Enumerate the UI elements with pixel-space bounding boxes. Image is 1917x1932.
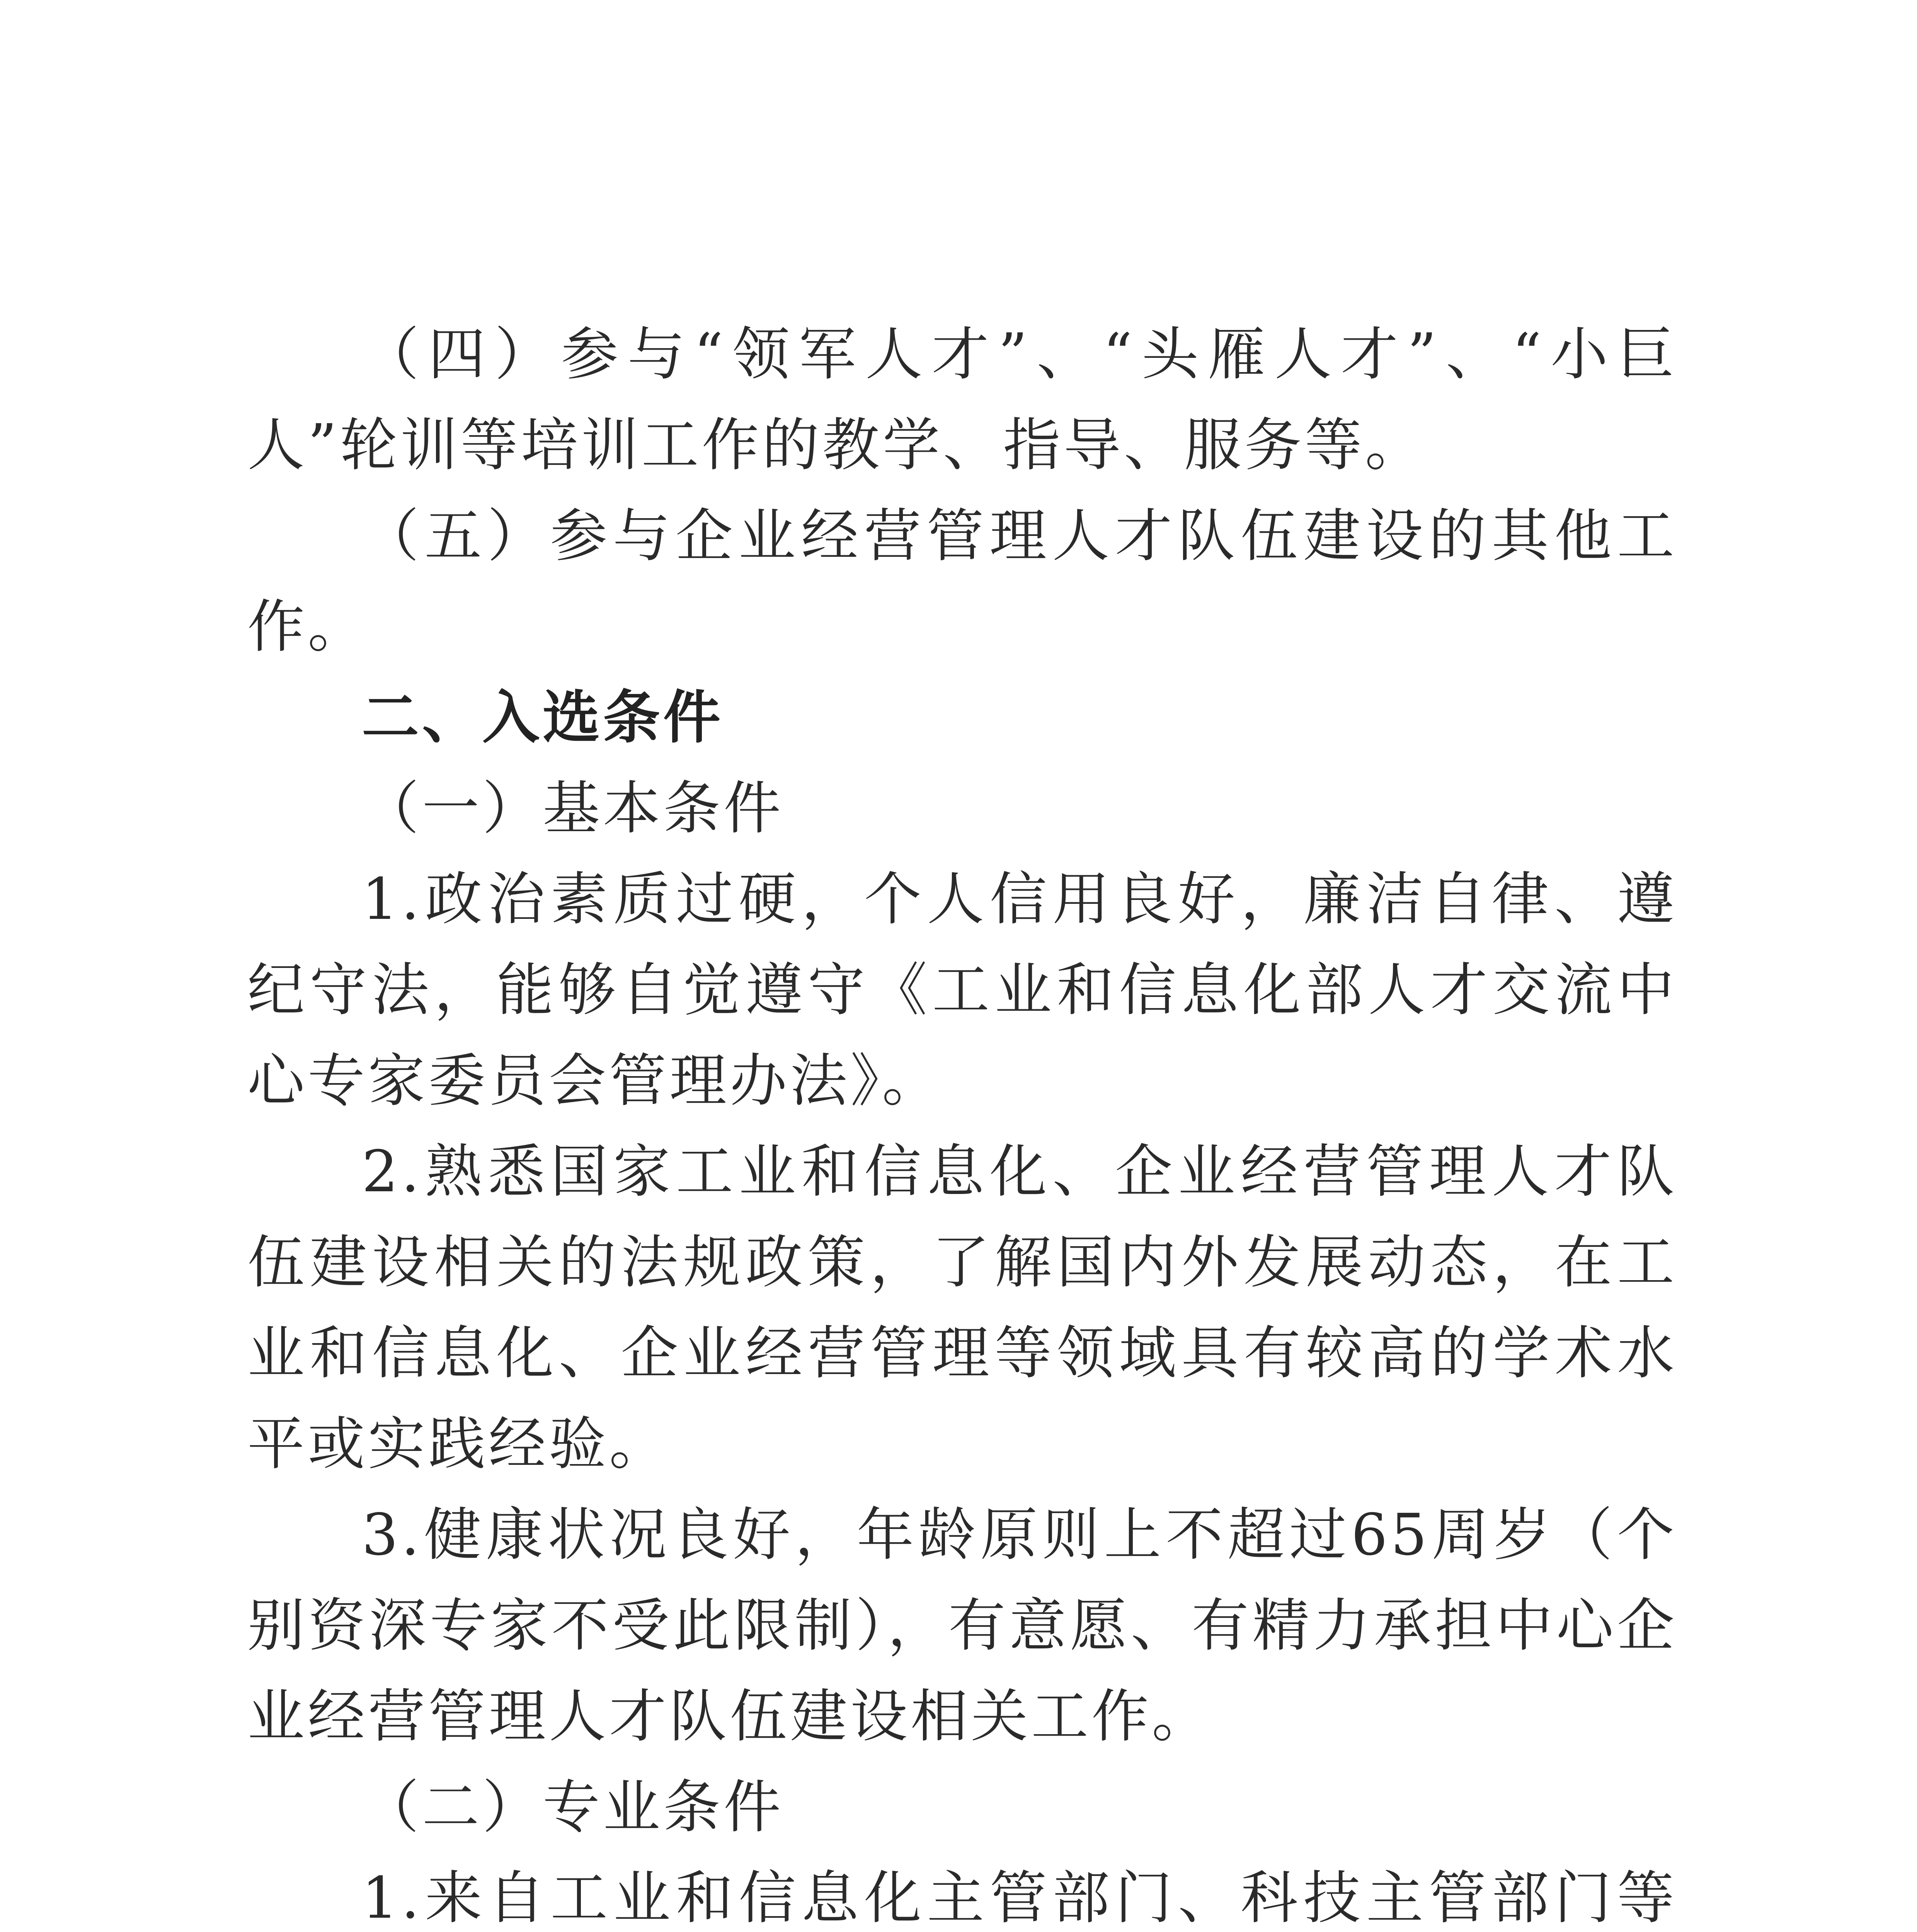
- paragraph-item-5: （五）参与企业经营管理人才队伍建设的其他工作。: [247, 503, 1677, 660]
- paragraph-item-4: （四）参与“领军人才”、“头雁人才”、“小巨人”轮训等培训工作的教学、指导、服务等。: [247, 321, 1677, 478]
- basic-condition-1: 1.政治素质过硬，个人信用良好，廉洁自律、遵纪守法，能够自觉遵守《工业和信息化部人才交流中心专家委员会管理办法》。: [247, 866, 1677, 1114]
- professional-condition-1: 1.来自工业和信息化主管部门、科技主管部门等: [362, 1865, 1677, 1931]
- subsection-heading-professional-conditions: （二）专业条件: [362, 1774, 784, 1840]
- section-heading-selection-criteria: 二、入选条件: [362, 684, 724, 751]
- subsection-heading-basic-conditions: （一）基本条件: [362, 775, 784, 842]
- basic-condition-2: 2.熟悉国家工业和信息化、企业经营管理人才队伍建设相关的法规政策，了解国内外发展动态，在工业和信息化、企业经营管理等领域具有较高的学术水平或实践经验。: [247, 1138, 1677, 1477]
- basic-condition-3: 3.健康状况良好，年龄原则上不超过65周岁（个别资深专家不受此限制），有意愿、有精力承担中心企业经营管理人才队伍建设相关工作。: [247, 1502, 1677, 1750]
- document-body: [247, 309, 1677, 1932]
